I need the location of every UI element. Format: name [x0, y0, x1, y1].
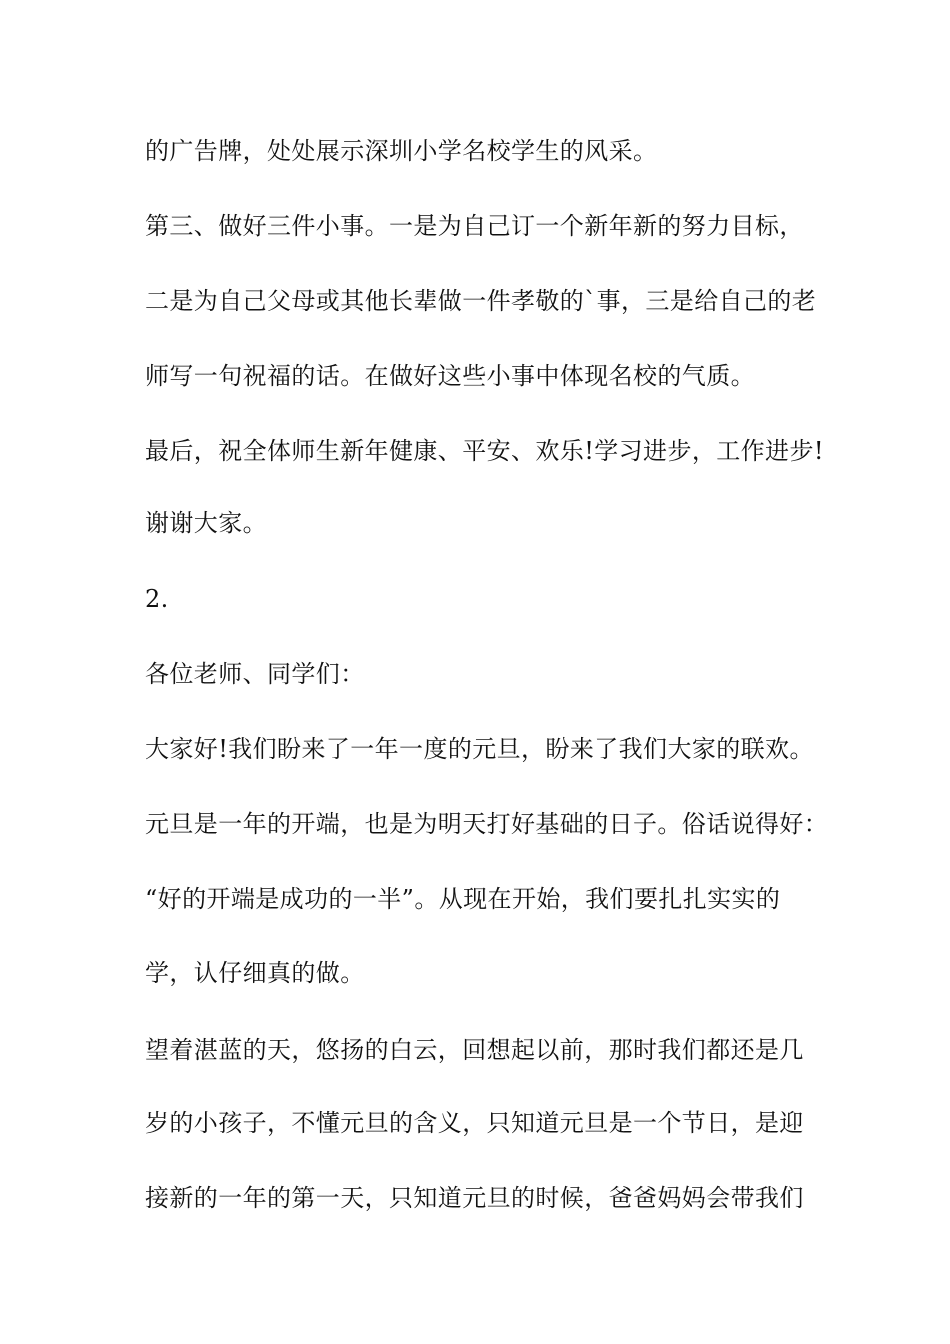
text-line: 望着湛蓝的天，悠扬的白云，回想起以前，那时我们都还是几	[145, 1036, 804, 1064]
text-line: 接新的一年的第一天，只知道元旦的时候，爸爸妈妈会带我们	[145, 1184, 804, 1212]
text-line: 元旦是一年的开端，也是为明天打好基础的日子。俗话说得好：	[145, 810, 829, 838]
text-line: 师写一句祝福的话。在做好这些小事中体现名校的气质。	[145, 362, 755, 390]
section-number: 2.	[145, 585, 169, 613]
text-line: 二是为自己父母或其他长辈做一件孝敬的`事，三是给自己的老	[145, 287, 817, 315]
text-line: “好的开端是成功的一半”。从现在开始，我们要扎扎实实的	[145, 885, 781, 913]
text-line: 谢谢大家。	[145, 509, 267, 537]
text-line: 的广告牌，处处展示深圳小学名校学生的风采。	[145, 137, 658, 165]
text-line: 第三、做好三件小事。一是为自己订一个新年新的努力目标，	[145, 212, 804, 240]
salutation: 各位老师、同学们：	[145, 660, 365, 688]
text-line: 大家好!我们盼来了一年一度的元旦，盼来了我们大家的联欢。	[145, 735, 814, 763]
text-line: 岁的小孩子，不懂元旦的含义，只知道元旦是一个节日，是迎	[145, 1109, 804, 1137]
text-line: 学，认仔细真的做。	[145, 959, 365, 987]
text-line: 最后，祝全体师生新年健康、平安、欢乐!学习进步，工作进步!	[145, 437, 824, 465]
